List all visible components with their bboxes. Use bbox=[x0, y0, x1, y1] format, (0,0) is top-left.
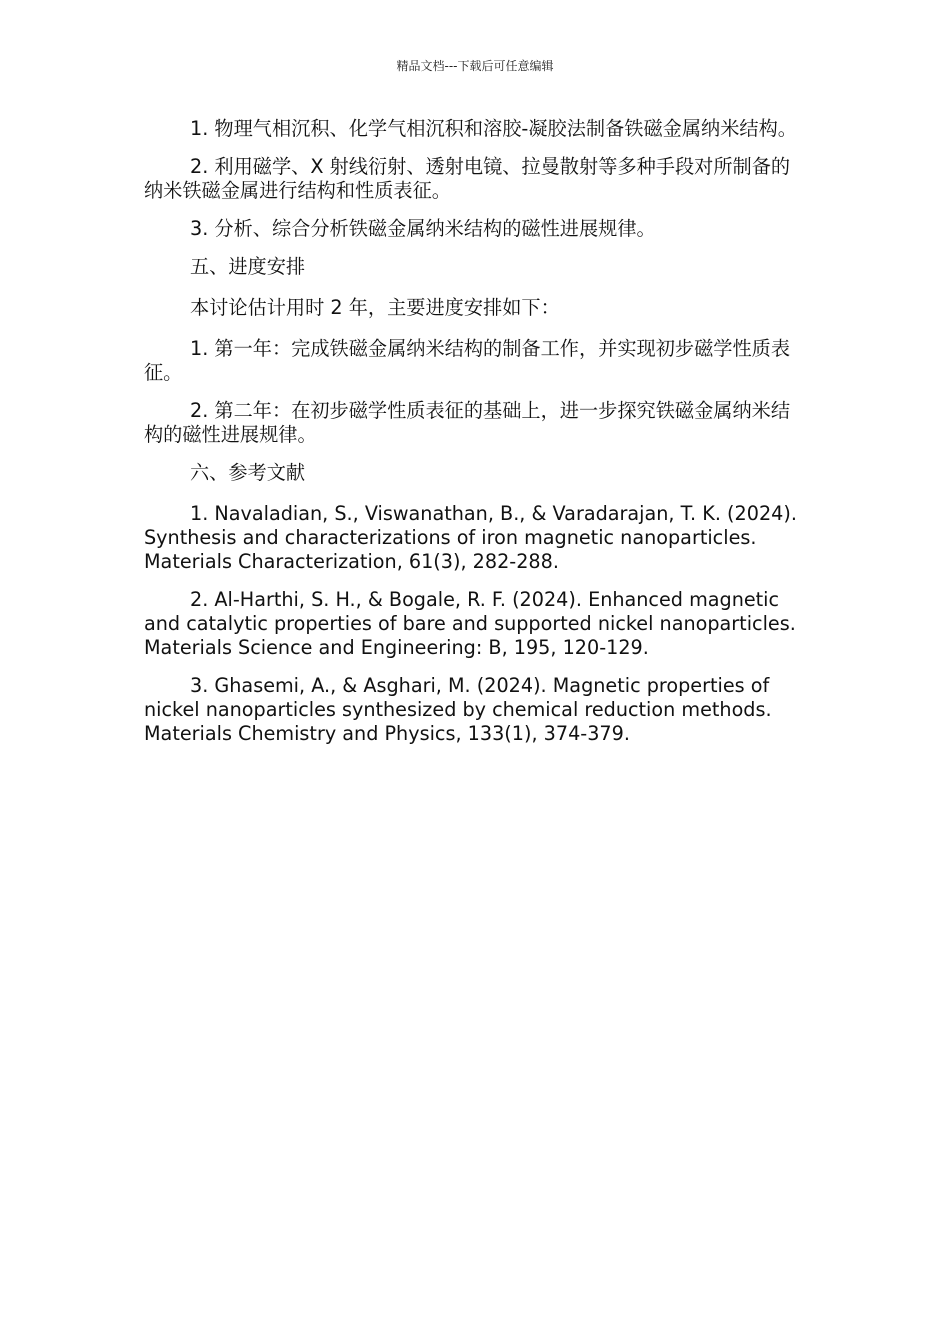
reference-item-3: 3. Ghasemi, A., & Asghari, M. (2024). Magnetic properties of nickel nanoparticles synthesized by chemical reduction methods. Materials Chemistry and Physics, 133(1), 374-379. bbox=[144, 674, 772, 745]
paragraph-method-3: 3. 分析、综合分析铁磁金属纳米结构的磁性进展规律。 bbox=[190, 217, 656, 240]
reference-item-1: 1. Navaladian, S., Viswanathan, B., & Varadarajan, T. K. (2024). Synthesis and characterizations of iron magnetic nanoparticles. Materials Characterization, 61(3), 282-288. bbox=[144, 502, 797, 573]
page-header: 精品文档---下载后可任意编辑 bbox=[396, 59, 554, 73]
paragraph-schedule-year2: 2. 第二年：在初步磁学性质表征的基础上，进一步探究铁磁金属纳米结构的磁性进展规律。 bbox=[144, 399, 791, 446]
paragraph-method-2: 2. 利用磁学、X 射线衍射、透射电镜、拉曼散射等多种手段对所制备的纳米铁磁金属进行结构和性质表征。 bbox=[144, 155, 791, 202]
reference-item-2: 2. Al-Harthi, S. H., & Bogale, R. F. (2024). Enhanced magnetic and catalytic properties of bare and supported nickel nanoparticles. Materials Science and Engineering: B, 195, 120-129. bbox=[144, 588, 796, 659]
document-body bbox=[144, 117, 806, 760]
paragraph-schedule-year1: 1. 第一年：完成铁磁金属纳米结构的制备工作，并实现初步磁学性质表征。 bbox=[144, 337, 791, 384]
section-heading-references: 六、参考文献 bbox=[190, 461, 306, 484]
section-heading-schedule: 五、进度安排 bbox=[190, 255, 306, 278]
paragraph-schedule-intro: 本讨论估计用时 2 年，主要进度安排如下： bbox=[190, 296, 560, 319]
paragraph-method-1: 1. 物理气相沉积、化学气相沉积和溶胶-凝胶法制备铁磁金属纳米结构。 bbox=[190, 117, 797, 140]
